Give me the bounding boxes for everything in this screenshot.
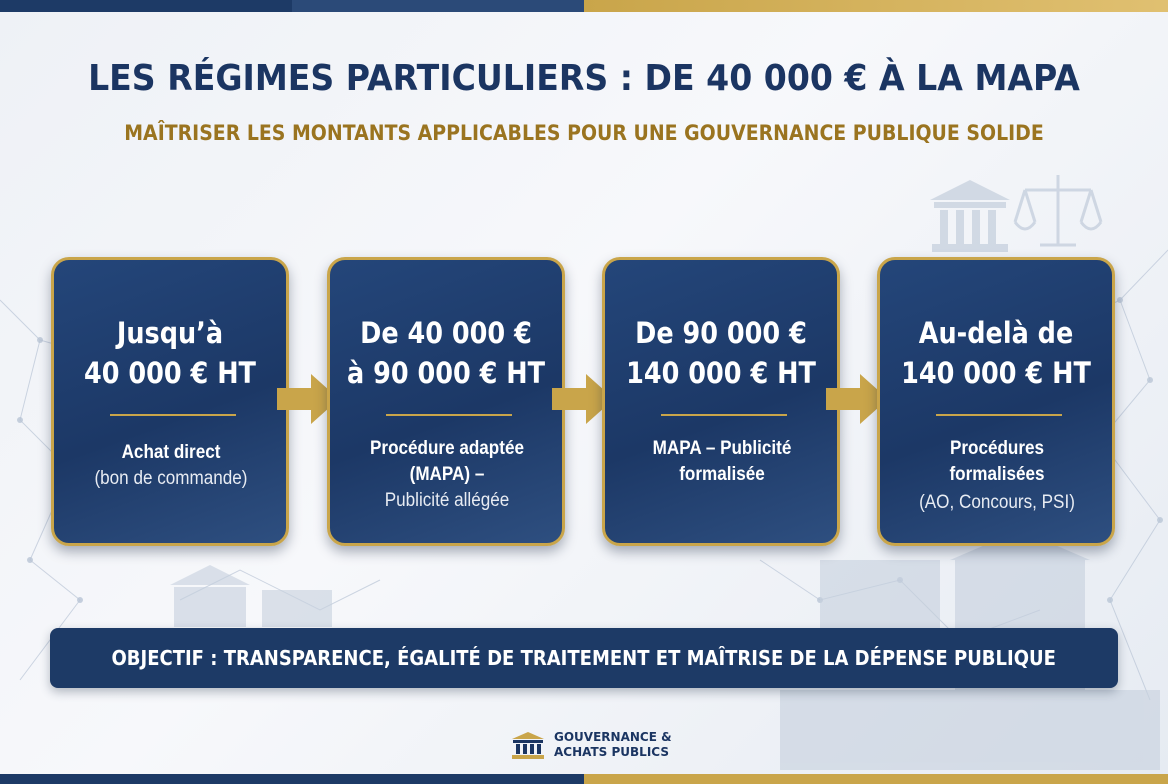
step-description-bold: Procédures [949,438,1045,459]
step-range-line2: à 90 000 € HT [346,356,546,390]
logo-text-line1: GOUVERNANCE & [554,730,672,744]
step-card-2 [327,257,565,546]
brand-logo [510,725,672,765]
gold-divider [110,414,236,416]
government-building-icon [510,730,546,760]
gold-divider [936,414,1062,416]
objective-banner-text: OBJECTIF : TRANSPARENCE, ÉGALITÉ DE TRAITEMENT ET MAÎTRISE DE LA DÉPENSE PUBLIQUE [111,646,1057,670]
step-card-1 [51,257,289,546]
step-range-line1: Jusqu’à [116,316,224,350]
step-description-bold: (MAPA) – [409,464,485,485]
step-description-bold: Achat direct [121,442,221,463]
step-card-4 [877,257,1115,546]
step-range-line2: 40 000 € HT [84,356,256,390]
step-range-line1: De 90 000 € [635,316,807,350]
step-description-light: (AO, Concours, PSI) [919,492,1075,513]
courthouse-silhouette-icon [930,180,1010,252]
step-range-line1: Au-delà de [918,316,1074,350]
step-range-line1: De 40 000 € [360,316,532,350]
gold-divider [386,414,512,416]
step-description-bold: formalisées [949,464,1045,485]
logo-text-line2: ACHATS PUBLICS [554,745,669,759]
step-range-line2: 140 000 € HT [626,356,816,390]
page-subtitle: MAÎTRISER LES MONTANTS APPLICABLES POUR UNE GOUVERNANCE PUBLIQUE SOLIDE [124,121,1044,145]
gold-divider [661,414,787,416]
step-description-bold: Procédure adaptée [370,438,524,459]
step-range-line2: 140 000 € HT [901,356,1091,390]
step-description-light: (bon de commande) [94,468,248,489]
objective-banner [50,628,1118,688]
page-title: LES RÉGIMES PARTICULIERS : DE 40 000 € À LA MAPA [88,58,1080,99]
bottom-accent-bar [0,774,1168,784]
step-description-bold: MAPA – Publicité [652,438,792,459]
scales-of-justice-icon [1015,175,1101,245]
step-description-bold: formalisée [679,464,765,485]
step-description-light: Publicité allégée [384,490,510,511]
step-card-3 [602,257,840,546]
